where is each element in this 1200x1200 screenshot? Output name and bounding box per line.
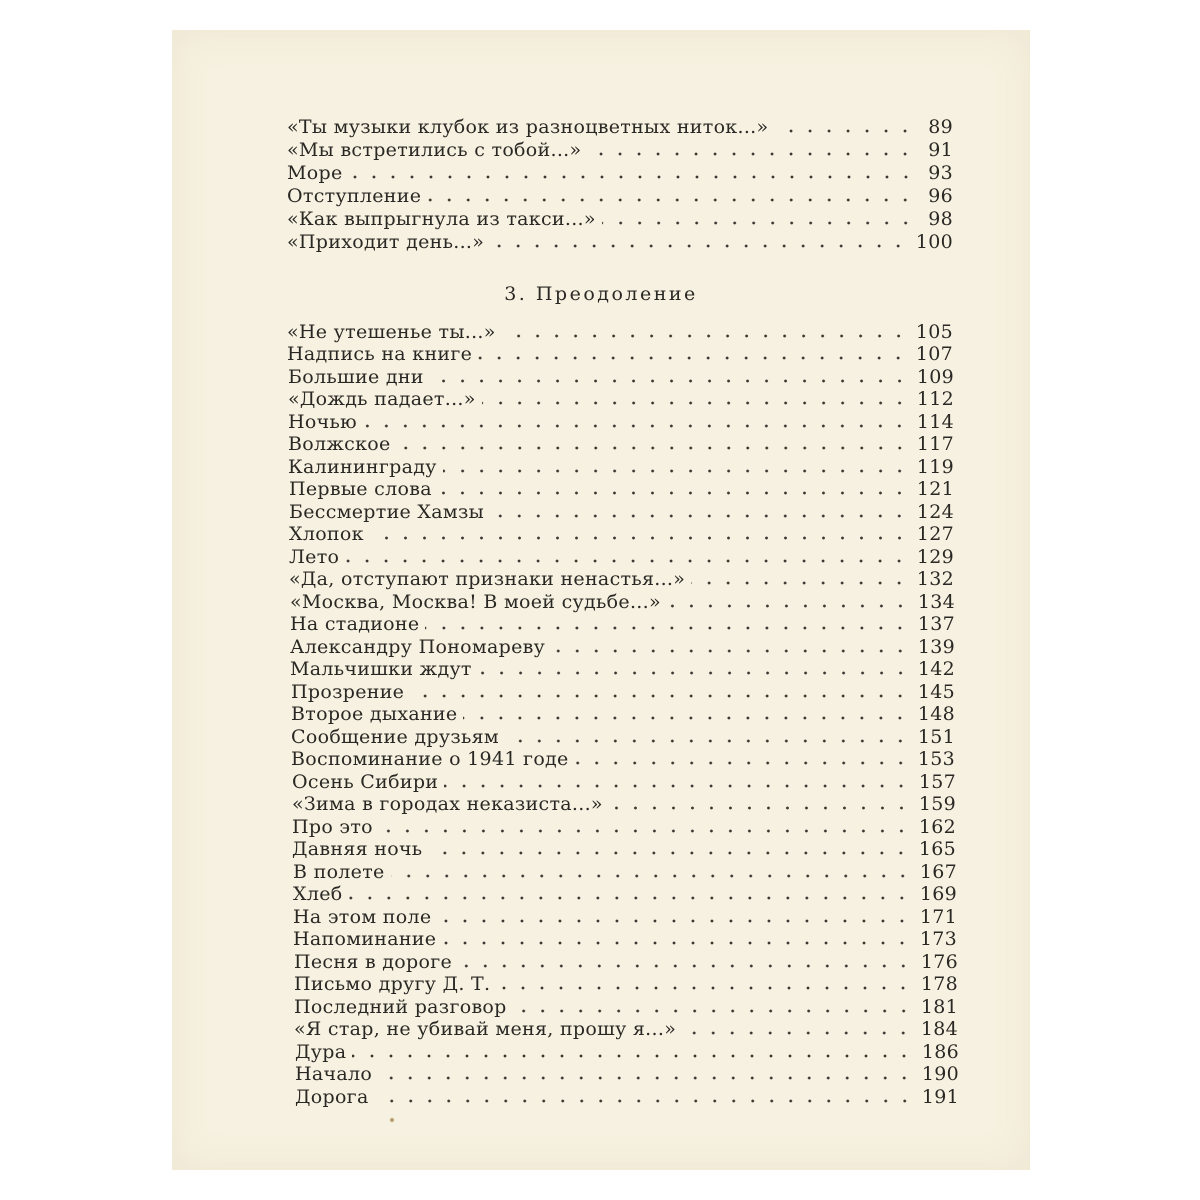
toc-entry-page: 145: [917, 681, 955, 703]
toc-entry-title: Начало: [295, 1063, 373, 1085]
toc-entry: [288, 366, 954, 388]
toc-entry-page: 98: [928, 208, 953, 230]
leader-dots: [438, 478, 913, 500]
toc-entry: [294, 973, 958, 995]
toc-entry-page: 89: [928, 116, 953, 138]
leader-dots: [667, 591, 914, 613]
toc-entry: [295, 1041, 959, 1063]
toc-entry: [295, 1086, 959, 1108]
toc-entry: [291, 703, 955, 725]
toc-entry-title: Бессмертие Хамзы: [289, 501, 485, 523]
toc-entry-title: Письмо другу Д. Т.: [294, 973, 491, 995]
leader-dots: [463, 703, 913, 725]
toc-entry: [290, 613, 955, 635]
toc-entry-title: Прозрение: [291, 681, 405, 703]
toc-entry: [288, 433, 954, 455]
leader-dots: [691, 568, 913, 590]
leader-dots: [602, 208, 919, 230]
toc-entry-title: «Как выпрыгнула из такси...»: [287, 208, 596, 230]
leader-dots: [430, 366, 913, 388]
toc-entry-page: 109: [916, 366, 954, 388]
toc-entry-page: 91: [928, 139, 953, 161]
toc-entry-title: Лето: [289, 546, 340, 568]
toc-entry-title: «Зима в городах неказиста...»: [292, 793, 603, 815]
toc-entry-page: 119: [916, 456, 954, 478]
leader-dots: [442, 928, 916, 950]
toc-entry-page: 191: [921, 1086, 959, 1108]
toc-entry-title: Калининграду: [288, 456, 437, 478]
leader-dots: [428, 838, 914, 860]
toc-entry-title: Дура: [295, 1041, 347, 1063]
toc-entry: [292, 793, 956, 815]
leader-dots: [496, 973, 917, 995]
toc-entry-page: 176: [920, 951, 958, 973]
toc-entry-title: В полете: [293, 861, 385, 883]
toc-entry: [291, 726, 955, 748]
toc-entry-title: «Ты музыки клубок из разноцветных ниток...»: [287, 116, 769, 138]
leader-dots: [575, 748, 914, 770]
toc-entry: [288, 411, 954, 433]
toc-entry-page: 132: [916, 568, 954, 590]
toc-entry-title: «Мы встретились с тобой...»: [287, 139, 582, 161]
toc-entry: [289, 523, 954, 545]
leader-dots: [391, 861, 916, 883]
toc-entry-page: 142: [917, 658, 955, 680]
toc-entry: [288, 456, 954, 478]
leader-dots: [513, 996, 917, 1018]
toc-entry: [292, 816, 956, 838]
book-page: [172, 30, 1030, 1170]
toc-entry-page: 181: [920, 996, 958, 1018]
leader-dots: [490, 231, 912, 253]
leader-dots: [458, 951, 917, 973]
toc-entry-title: «Москва, Москва! В моей судьбе...»: [290, 591, 661, 613]
toc-entry-title: Напоминание: [293, 928, 437, 950]
paper-speck: [390, 1118, 394, 1122]
toc-entry-page: 117: [916, 433, 954, 455]
toc-entry-title: «Дождь падает...»: [288, 388, 476, 410]
toc-entry-page: 105: [915, 321, 953, 343]
toc-entry: [294, 996, 958, 1018]
leader-dots: [482, 388, 913, 410]
leader-dots: [363, 411, 913, 433]
toc-entry: [287, 185, 953, 207]
toc-entry-page: 184: [920, 1018, 958, 1040]
toc-entry-title: Волжское: [288, 433, 391, 455]
table-of-contents: [172, 30, 1030, 1170]
leader-dots: [478, 343, 912, 365]
toc-entry-title: Отступление: [287, 185, 422, 207]
toc-entry-title: Большие дни: [288, 366, 424, 388]
toc-entry-page: 186: [921, 1041, 959, 1063]
toc-entry: [290, 636, 955, 658]
toc-entry: [288, 388, 954, 410]
toc-entry-title: Дорога: [295, 1086, 369, 1108]
leader-dots: [505, 726, 914, 748]
leader-dots: [397, 433, 913, 455]
toc-entry-title: Надпись на книге: [287, 343, 473, 365]
toc-entry-title: «Да, отступают признаки ненастья...»: [289, 568, 686, 590]
leader-dots: [427, 185, 919, 207]
leader-dots: [774, 116, 919, 138]
toc-entry-page: 162: [918, 816, 956, 838]
toc-entry: [292, 771, 956, 793]
toc-entry: [295, 1063, 959, 1085]
toc-entry-page: 173: [919, 928, 957, 950]
leader-dots: [379, 816, 915, 838]
toc-entry-title: Осень Сибири: [292, 771, 439, 793]
toc-entry: [287, 321, 953, 343]
section-heading: 3. Преодоление: [504, 283, 698, 305]
toc-entry-page: 124: [916, 501, 954, 523]
toc-entry-page: 114: [916, 411, 954, 433]
toc-entry: [289, 478, 954, 500]
toc-entry-title: Хлеб: [293, 883, 343, 905]
toc-entry-page: 167: [919, 861, 957, 883]
toc-entry-page: 151: [917, 726, 955, 748]
toc-entry-page: 139: [917, 636, 955, 658]
toc-entry: [287, 116, 953, 138]
toc-entry-page: 178: [920, 973, 958, 995]
toc-entry-title: Воспоминание о 1941 годе: [291, 748, 569, 770]
leader-dots: [410, 681, 914, 703]
leader-dots: [349, 162, 919, 184]
leader-dots: [425, 613, 913, 635]
toc-entry-title: Песня в дороге: [294, 951, 453, 973]
toc-entry: [294, 951, 958, 973]
toc-entry: [287, 139, 953, 161]
toc-entry: [293, 861, 957, 883]
toc-entry: [287, 162, 953, 184]
toc-entry-title: Мальчишки ждут: [290, 658, 472, 680]
leader-dots: [609, 793, 915, 815]
toc-entry: [289, 568, 954, 590]
toc-entry-page: 153: [917, 748, 955, 770]
toc-entry-page: 127: [916, 523, 954, 545]
toc-entry-title: Ночью: [288, 411, 357, 433]
toc-entry-title: На стадионе: [290, 613, 420, 635]
toc-entry-title: Давняя ночь: [292, 838, 423, 860]
leader-dots: [375, 1086, 918, 1108]
toc-entry-page: 148: [917, 703, 955, 725]
leader-dots: [370, 523, 913, 545]
leader-dots: [348, 883, 915, 905]
toc-entry-page: 129: [916, 546, 954, 568]
toc-entry-title: «Не утешенье ты...»: [287, 321, 496, 343]
leader-dots: [444, 771, 915, 793]
leader-dots: [490, 501, 913, 523]
toc-entry-title: Первые слова: [289, 478, 432, 500]
leader-dots: [502, 321, 912, 343]
leader-dots: [587, 139, 919, 161]
toc-entry-page: 159: [918, 793, 956, 815]
toc-entry-page: 169: [919, 883, 957, 905]
toc-entry: [290, 591, 955, 613]
toc-entry: [289, 546, 954, 568]
toc-entry: [290, 658, 955, 680]
toc-entry-title: «Приходит день...»: [287, 231, 485, 253]
leader-dots: [682, 1018, 917, 1040]
toc-entry-title: Последний разговор: [294, 996, 507, 1018]
toc-entry: [287, 343, 953, 365]
leader-dots: [352, 1041, 918, 1063]
toc-entry-title: Про это: [292, 816, 373, 838]
toc-entry: [291, 681, 955, 703]
toc-entry-title: Сообщение друзьям: [291, 726, 499, 748]
toc-entry-title: Море: [287, 162, 343, 184]
toc-entry-page: 96: [928, 185, 953, 207]
toc-entry: [289, 501, 954, 523]
toc-entry-page: 165: [918, 838, 956, 860]
leader-dots: [551, 636, 914, 658]
leader-dots: [437, 906, 915, 928]
toc-entry: [293, 906, 957, 928]
leader-dots: [478, 658, 914, 680]
toc-entry-page: 93: [928, 162, 953, 184]
toc-entry: [287, 208, 953, 230]
toc-entry-page: 137: [917, 613, 955, 635]
toc-entry: [292, 838, 956, 860]
toc-entry-title: На этом поле: [293, 906, 432, 928]
toc-entry: [287, 231, 953, 253]
toc-entry-title: Александру Пономареву: [290, 636, 546, 658]
toc-entry-page: 190: [921, 1063, 959, 1085]
leader-dots: [345, 546, 913, 568]
leader-dots: [378, 1063, 918, 1085]
toc-entry: [294, 1018, 958, 1040]
toc-entry-title: «Я стар, не убивай меня, прошу я...»: [294, 1018, 677, 1040]
toc-entry-page: 112: [916, 388, 954, 410]
leader-dots: [443, 456, 913, 478]
toc-entry-page: 134: [917, 591, 955, 613]
toc-entry-title: Хлопок: [289, 523, 364, 545]
toc-entry: [293, 928, 957, 950]
toc-entry-page: 171: [919, 906, 957, 928]
toc-entry: [291, 748, 955, 770]
toc-entry-page: 121: [916, 478, 954, 500]
toc-entry-page: 157: [918, 771, 956, 793]
toc-entry: [293, 883, 957, 905]
toc-entry-title: Второе дыхание: [291, 703, 458, 725]
toc-entry-page: 107: [915, 343, 953, 365]
toc-entry-page: 100: [915, 231, 953, 253]
